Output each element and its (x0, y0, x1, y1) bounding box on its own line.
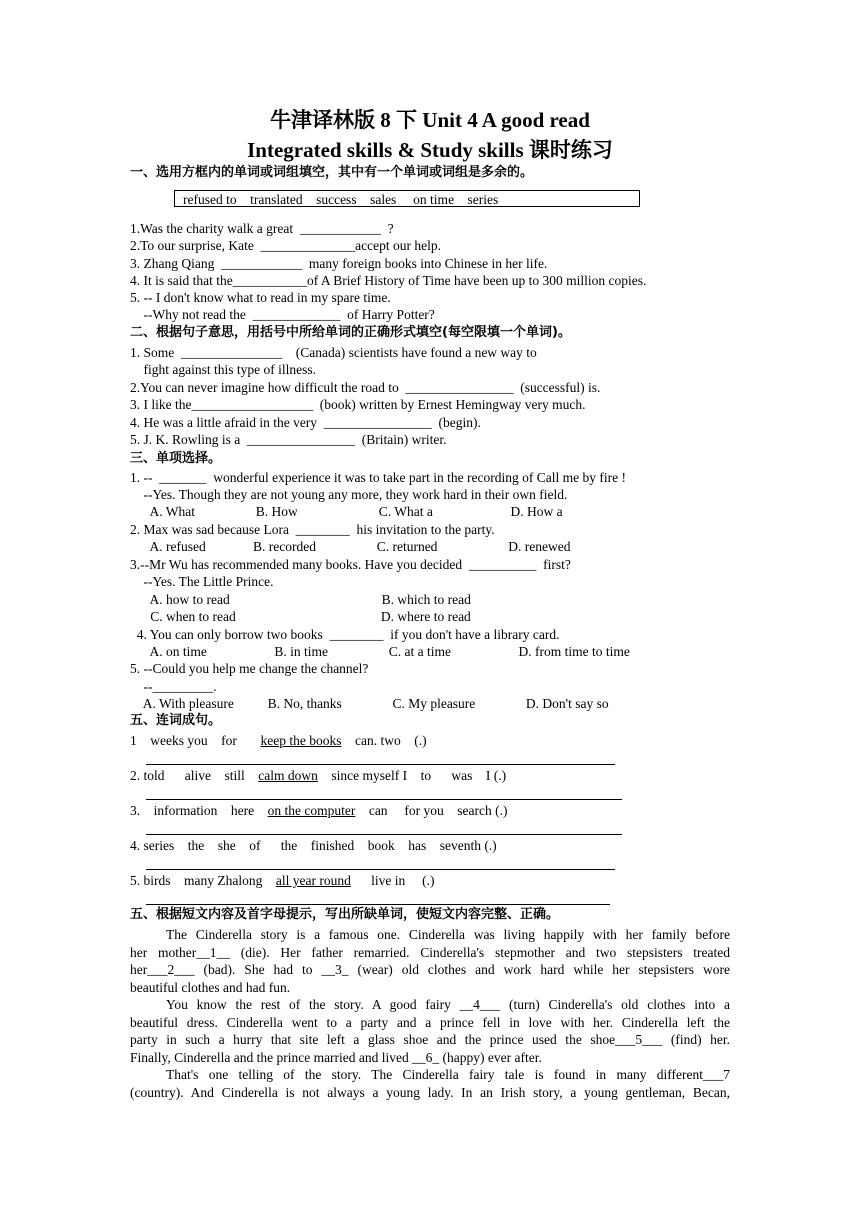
s4-item-1 (130, 732, 427, 749)
s1-item-1: 1.Was the charity walk a great ____________ ? (130, 221, 394, 236)
section-2-heading: 二、根据句子意思，用括号中所给单词的正确形式填空(每空限填一个单词)。 (130, 325, 571, 340)
s3-q2-options: A. refused B. recorded C. returned D. renewed (130, 539, 571, 554)
s4-item-2-post: since myself I to was I (.) (317, 768, 507, 783)
s4-item-1-post: can. two (.) (341, 733, 427, 748)
s4-item-3 (130, 802, 508, 819)
s3-q3: 3.--Mr Wu has recommended many books. Have you decided __________ first? (130, 557, 571, 572)
s4-item-5-pre: 5. birds many Zhalong (130, 873, 276, 888)
s3-q4-options: A. on time B. in time C. at a time D. from time to time (130, 644, 630, 659)
p2-line-3: party in such a hurry that site left a glass shoe and the prince used the shoe___5___ (find) her. (130, 1032, 730, 1047)
s4-item-1-pre: 1 weeks you for (130, 733, 261, 748)
p2-line-1: You know the rest of the story. A good fairy __4___ (turn) Cinderella's old clothes into a (166, 997, 730, 1012)
s4-item-4 (130, 837, 497, 854)
s2-item-1: 1. Some _______________ (Canada) scientists have found a new way to (130, 345, 537, 360)
s4-item-1-underlined: keep the books (260, 733, 342, 748)
s1-item-5: 5. -- I don't know what to read in my spare time. (130, 290, 391, 305)
title-line-1: 牛津译林版 8 下 Unit 4 A good read (270, 108, 590, 132)
s4-item-3-underlined: on the computer (267, 803, 356, 818)
s3-q3-options-cd: C. when to read D. where to read (130, 609, 471, 624)
section-5-heading: 五、根据短文内容及首字母提示，写出所缺单词，使短文内容完整、正确。 (130, 907, 560, 922)
s4-item-2 (130, 767, 506, 784)
s1-item-5-reply: --Why not read the _____________ of Harry Potter? (130, 307, 435, 322)
s3-q3-reply: --Yes. The Little Prince. (130, 574, 274, 589)
s3-q1-reply: --Yes. Though they are not young any more, they work hard in their own field. (130, 487, 568, 502)
p2-line-2: beautiful dress. Cinderella went to a party and a prince fell in love with her. Cinderella left the (130, 1014, 730, 1030)
p3-line-1: That's one telling of the story. The Cinderella fairy tale is found in many different___7 (166, 1067, 730, 1082)
s2-item-1-cont: fight against this type of illness. (130, 362, 316, 377)
s1-item-3: 3. Zhang Qiang ____________ many foreign books into Chinese in her life. (130, 256, 548, 271)
answer-line-2[interactable] (146, 799, 622, 800)
s3-q1: 1. -- _______ wonderful experience it was to take part in the recording of Call me by fire ! (130, 470, 626, 485)
section-4-heading: 五、连词成句。 (130, 713, 222, 728)
s4-item-3-pre: 3. information here (130, 803, 268, 818)
s3-q5-options: A. With pleasure B. No, thanks C. My pleasure D. Don't say so (130, 696, 609, 711)
s2-item-3: 3. I like the__________________ (book) written by Ernest Hemingway very much. (130, 397, 586, 412)
s3-q5: 5. --Could you help me change the channel? (130, 661, 369, 676)
s2-item-2: 2.You can never imagine how difficult the road to ________________ (successful) is. (130, 380, 601, 395)
s4-item-4-text: 4. series the she of the finished book has seventh (.) (130, 838, 497, 853)
p1-line-4: beautiful clothes and had fun. (130, 979, 291, 995)
passage-paragraph-2 (130, 996, 730, 1066)
s3-q5-reply: --_________. (130, 679, 217, 694)
p3-line-2: (country). And Cinderella is not always a young lady. In an Irish story, a young gentleman, Becan, (130, 1084, 730, 1100)
s2-item-5: 5. J. K. Rowling is a ________________ (Britain) writer. (130, 432, 447, 447)
p2-line-4: Finally, Cinderella and the prince married and lived __6_ (happy) ever after. (130, 1049, 542, 1065)
answer-line-5[interactable] (146, 904, 610, 905)
title-line-2: Integrated skills & Study skills 课时练习 (247, 138, 613, 162)
passage-paragraph-1 (130, 926, 730, 996)
s4-item-5 (130, 872, 434, 889)
answer-line-1[interactable] (146, 764, 615, 765)
p1-line-2: her mother__1__ (die). Her father remarried. Cinderella's stepmother and two stepsisters treated (130, 944, 730, 960)
s3-q4: 4. You can only borrow two books ________ if you don't have a library card. (130, 627, 560, 642)
answer-line-4[interactable] (146, 869, 615, 870)
s3-q2: 2. Max was sad because Lora ________ his invitation to the party. (130, 522, 495, 537)
s4-item-2-underlined: calm down (258, 768, 318, 783)
s2-item-4: 4. He was a little afraid in the very ________________ (begin). (130, 415, 481, 430)
s1-item-2: 2.To our surprise, Kate ______________accept our help. (130, 238, 441, 253)
answer-line-3[interactable] (146, 834, 622, 835)
section-3-heading: 三、单项选择。 (130, 451, 222, 466)
word-box: refused to translated success sales on time series (174, 190, 640, 207)
s3-q1-options: A. What B. How C. What a D. How a (130, 504, 563, 519)
p1-line-1: The Cinderella story is a famous one. Cinderella was living happily with her family before (166, 927, 730, 942)
passage-paragraph-3 (130, 1066, 730, 1101)
s1-item-4: 4. It is said that the___________of A Brief History of Time have been up to 300 million copies. (130, 273, 647, 288)
section-1-heading: 一、选用方框内的单词或词组填空，其中有一个单词或词组是多余的。 (130, 165, 534, 180)
p1-line-3: her___2___ (bad). She had to __3_ (wear) old clothes and work hard while her stepsisters wore (130, 962, 730, 977)
s3-q3-options-ab: A. how to read B. which to read (130, 592, 471, 607)
s4-item-5-underlined: all year round (275, 873, 351, 888)
s4-item-3-post: can for you search (.) (355, 803, 508, 818)
s4-item-2-pre: 2. told alive still (130, 768, 259, 783)
s4-item-5-post: live in (.) (350, 873, 435, 888)
